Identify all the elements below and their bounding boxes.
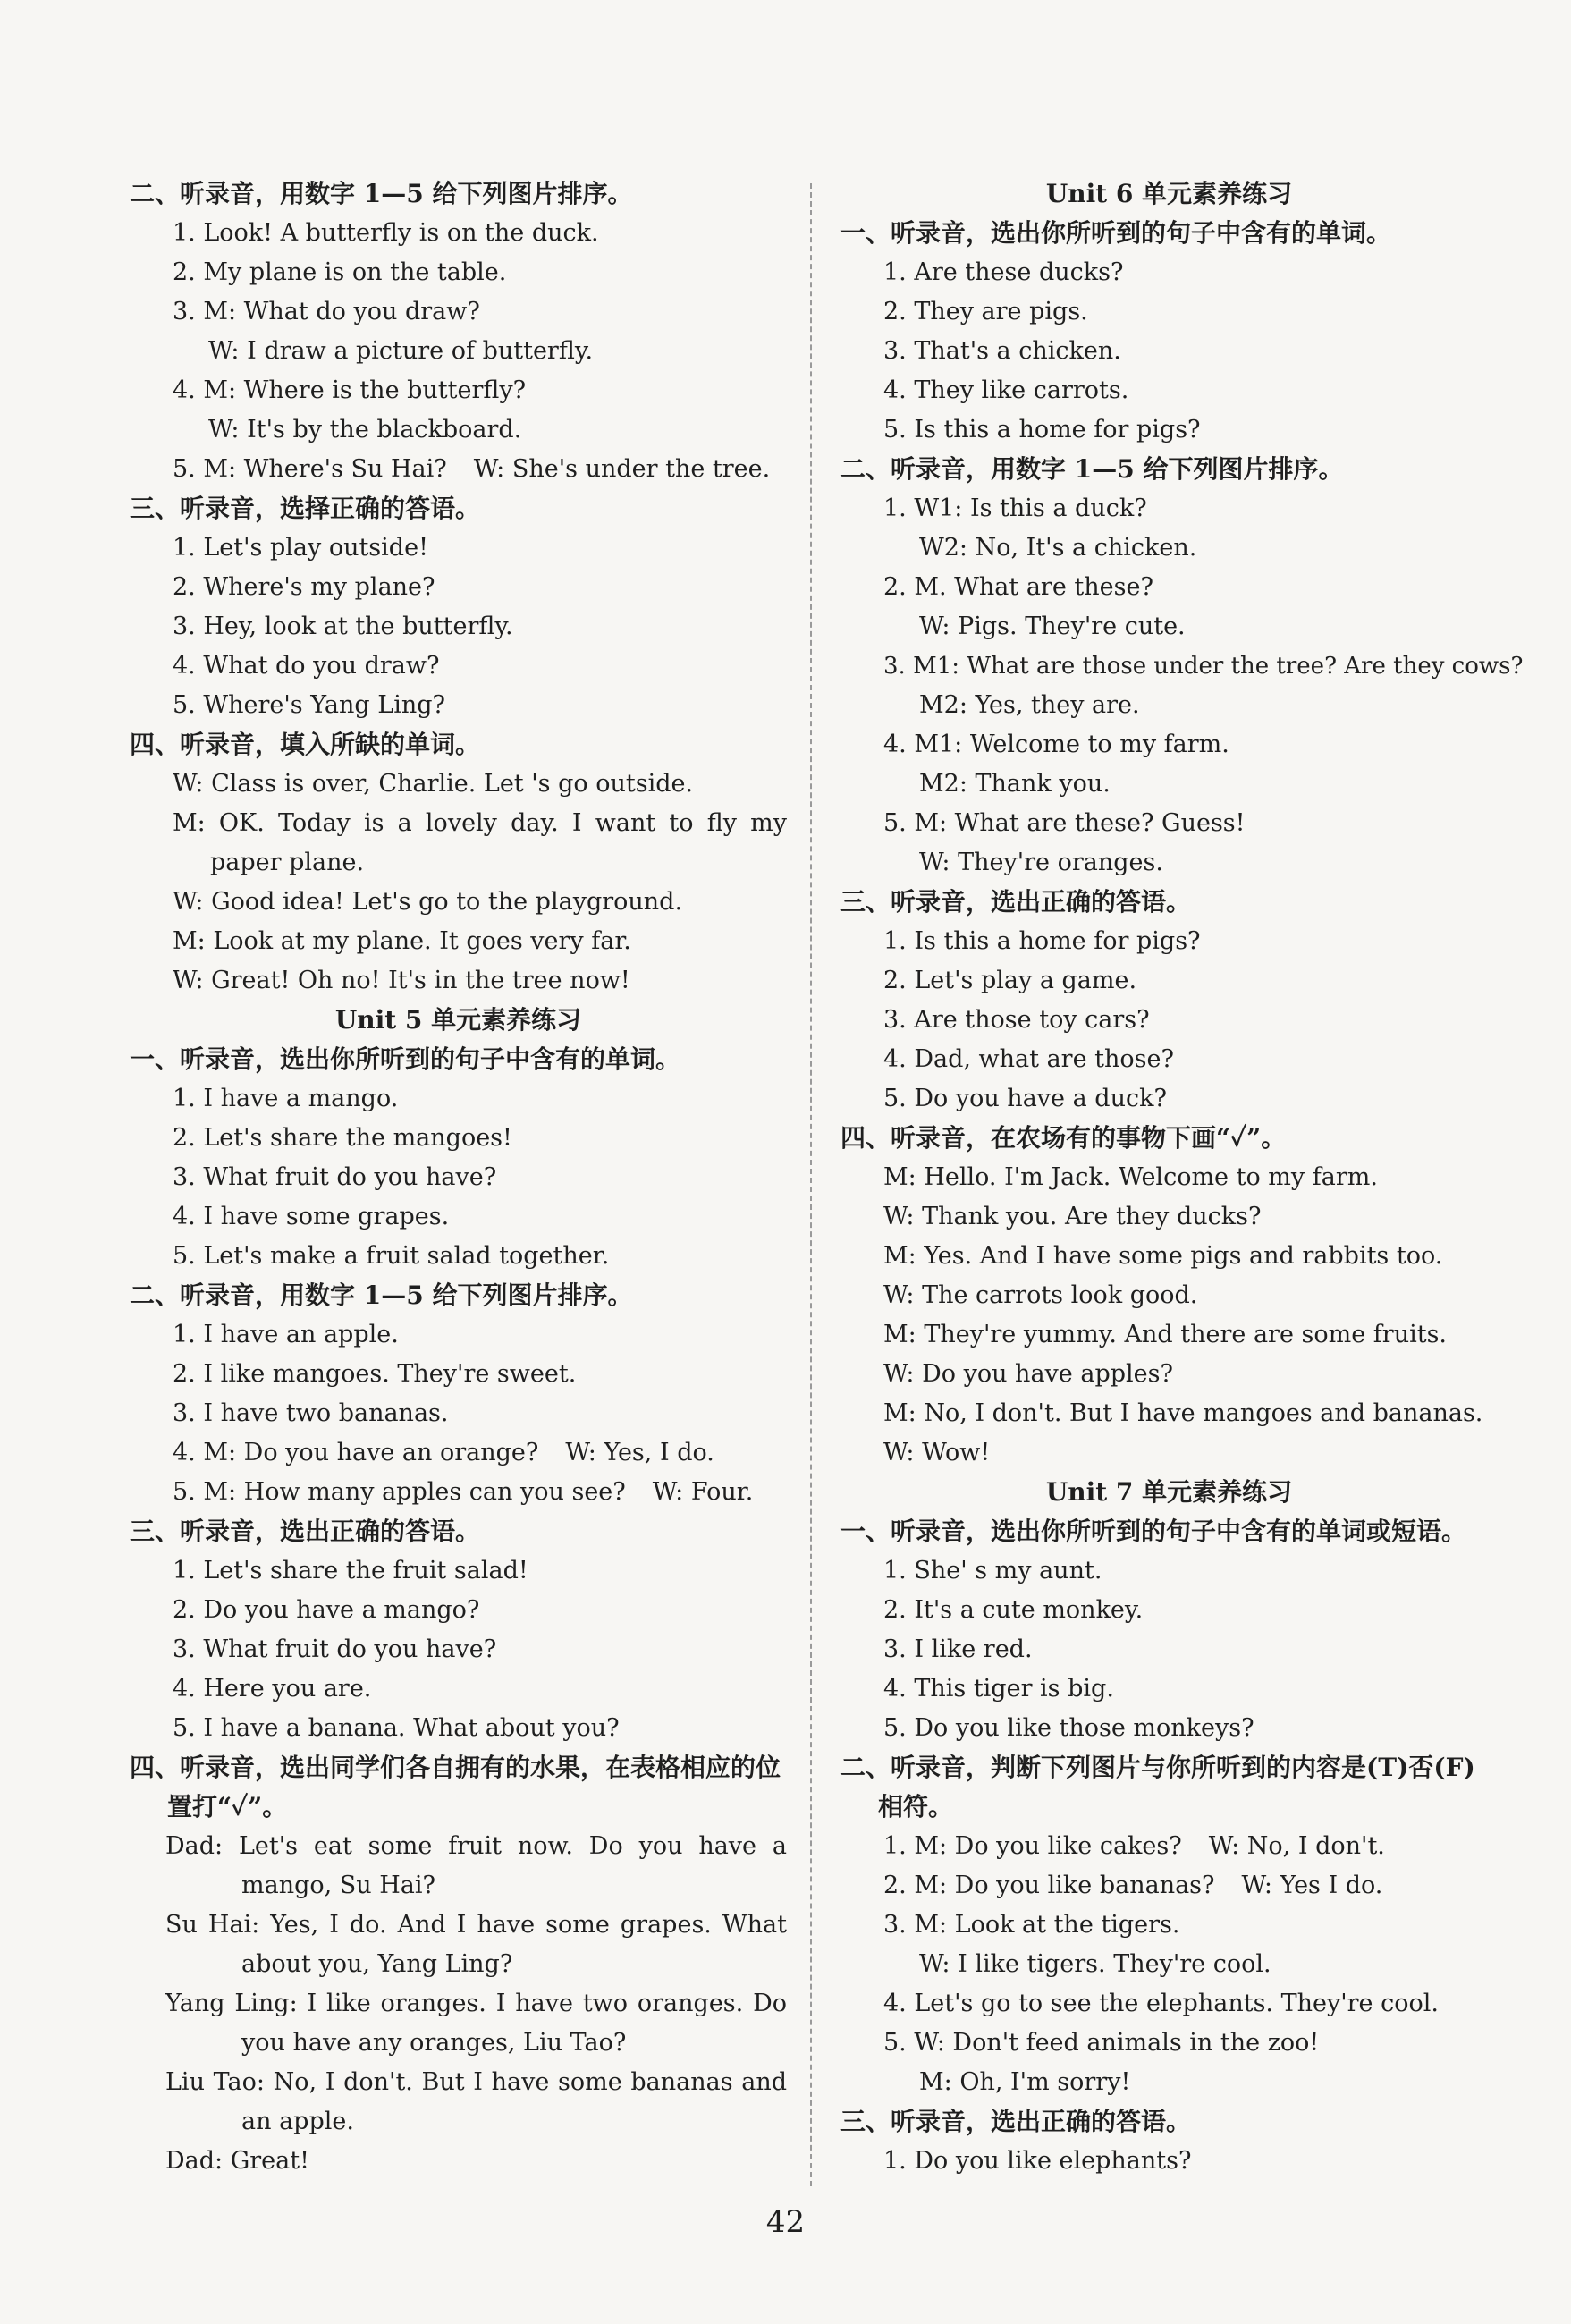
dialogue-line: W: Thank you. Are they ducks? [883, 1203, 1262, 1230]
list-item: 4. M1: Welcome to my farm. [883, 731, 1229, 758]
list-item: 2. Do you have a mango? [173, 1596, 480, 1624]
dialogue-line: Yang Ling: I like oranges. I have two oranges. Do you have any oranges, Liu Tao? [165, 1990, 787, 2057]
list-item: 5. Let's make a fruit salad together. [173, 1242, 610, 1270]
list-item: 1. I have an apple. [173, 1321, 399, 1348]
list-item: 5. Is this a home for pigs? [883, 416, 1201, 444]
list-item: 1. Let's play outside! [173, 534, 428, 562]
dialogue-line: Liu Tao: No, I don't. But I have some bananas and an apple. [165, 2068, 787, 2135]
section-heading: 一、听录音，选出你所听到的句子中含有的单词或短语。 [840, 1517, 1467, 1546]
list-item: 3. M: Look at the tigers. [883, 1911, 1180, 1939]
list-item: 1. Look! A butterfly is on the duck. [173, 219, 599, 247]
section-heading: 二、听录音，用数字 1—5 给下列图片排序。 [130, 179, 633, 208]
right-column [840, 174, 1524, 2181]
list-item: 3. I have two bananas. [173, 1399, 449, 1427]
dialogue-line: 4. M: Do you have an orange? [173, 1439, 539, 1466]
section-heading: 二、听录音，用数字 1—5 给下列图片排序。 [130, 1280, 633, 1310]
dialogue-line: W: Yes, I do. [565, 1439, 714, 1466]
dialogue-line: Dad: Let's eat some fruit now. Do you have a mango, Su Hai? [165, 1832, 787, 1899]
list-item: 2. My plane is on the table. [173, 258, 507, 286]
section-heading: 四、听录音，在农场有的事物下画“✓”。 [840, 1123, 1287, 1153]
list-item: 5. Do you like those monkeys? [883, 1714, 1254, 1742]
list-item [130, 450, 787, 489]
unit-title: Unit 7 单元素养练习 [1045, 1477, 1293, 1507]
list-item: W: They're oranges. [919, 849, 1163, 876]
dialogue-line: W: Do you have apples? [883, 1360, 1173, 1388]
dialogue-line: M: OK. Today is a lovely day. I want to fly my paper plane. [173, 809, 787, 876]
list-item: 1. W1: Is this a duck? [883, 494, 1147, 522]
list-item: 4. What do you draw? [173, 652, 440, 680]
list-item: 1. I have a mango. [173, 1085, 399, 1112]
unit-title: Unit 5 单元素养练习 [334, 1005, 582, 1035]
dialogue-line: 2. M: Do you like bananas? [883, 1872, 1215, 1899]
dialogue-line: M: Hello. I'm Jack. Welcome to my farm. [883, 1163, 1378, 1191]
page-number: 42 [765, 2204, 806, 2240]
dialogue-line: M: No, I don't. But I have mangoes and bananas. [883, 1399, 1483, 1427]
dialogue-line: W: Wow! [883, 1439, 991, 1466]
dialogue-line: M: Look at my plane. It goes very far. [173, 927, 631, 955]
list-item: W: I like tigers. They're cool. [919, 1950, 1271, 1978]
list-item: 2. I like mangoes. They're sweet. [173, 1360, 577, 1388]
list-item [840, 1866, 1498, 1906]
list-item: M2: Thank you. [919, 770, 1111, 798]
list-item: 3. What fruit do you have? [173, 1635, 497, 1663]
list-item: 4. I have some grapes. [173, 1203, 450, 1230]
list-item: 4. M: Where is the butterfly? [173, 376, 527, 404]
list-item: 5. Do you have a duck? [883, 1085, 1167, 1112]
list-item: M: Oh, I'm sorry! [919, 2068, 1131, 2096]
list-item: 3. That's a chicken. [883, 337, 1121, 365]
list-item: 1. Is this a home for pigs? [883, 927, 1201, 955]
dialogue-line: 1. M: Do you like cakes? [883, 1832, 1182, 1860]
list-item [130, 1473, 787, 1512]
list-item: 2. Where's my plane? [173, 573, 435, 601]
section-heading: 三、听录音，选出正确的答语。 [130, 1517, 481, 1546]
list-item [840, 1827, 1498, 1866]
list-item: 2. They are pigs. [883, 298, 1088, 325]
list-item: 1. She' s my aunt. [883, 1557, 1102, 1585]
list-item: 1. Let's share the fruit salad! [173, 1557, 528, 1585]
dialogue-line: W: Good idea! Let's go to the playground. [173, 888, 683, 916]
dialogue-line: W: Four. [652, 1478, 754, 1506]
dialogue-line: W: Yes I do. [1241, 1872, 1383, 1899]
section-heading: 一、听录音，选出你所听到的句子中含有的单词。 [840, 218, 1392, 248]
list-item [130, 1433, 787, 1473]
list-item: W: Pigs. They're cute. [919, 613, 1186, 640]
dialogue-line: 5. M: Where's Su Hai? [173, 455, 447, 483]
column-divider [810, 183, 812, 2186]
list-item: 3. M: What do you draw? [173, 298, 480, 325]
list-item: W: It's by the blackboard. [208, 416, 522, 444]
list-item: 2. Let's share the mangoes! [173, 1124, 512, 1152]
dialogue-line: M: They're yummy. And there are some fruits. [883, 1321, 1448, 1348]
list-item: 2. It's a cute monkey. [883, 1596, 1144, 1624]
list-item: 4. Dad, what are those? [883, 1045, 1174, 1073]
list-item: 5. W: Don't feed animals in the zoo! [883, 2029, 1320, 2057]
left-column [130, 174, 787, 2181]
section-heading: 一、听录音，选出你所听到的句子中含有的单词。 [130, 1044, 681, 1074]
list-item: M2: Yes, they are. [919, 691, 1140, 719]
dialogue-line: W: Class is over, Charlie. Let 's go outside. [173, 770, 694, 798]
list-item: 2. M. What are these? [883, 573, 1153, 601]
list-item: 4. They like carrots. [883, 376, 1129, 404]
dialogue-line: M: Yes. And I have some pigs and rabbits too. [883, 1242, 1443, 1270]
dialogue-line: W: The carrots look good. [883, 1281, 1198, 1309]
list-item: 3. M1: What are those under the tree? Are they cows? [883, 653, 1524, 680]
list-item: 4. Here you are. [173, 1675, 372, 1703]
list-item: 3. I like red. [883, 1635, 1033, 1663]
section-heading: 二、听录音，用数字 1—5 给下列图片排序。 [840, 454, 1344, 484]
section-heading: 四、听录音，填入所缺的单词。 [130, 730, 481, 759]
list-item: W: I draw a picture of butterfly. [208, 337, 594, 365]
list-item: 4. This tiger is big. [883, 1675, 1114, 1703]
list-item: 5. M: What are these? Guess! [883, 809, 1246, 837]
section-heading: 二、听录音，判断下列图片与你所听到的内容是(T)否(F)相符。 [840, 1753, 1475, 1821]
list-item: W2: No, It's a chicken. [919, 534, 1197, 562]
list-item: 1. Are these ducks? [883, 258, 1124, 286]
dialogue-line: Dad: Great! [165, 2147, 309, 2175]
list-item: 5. Where's Yang Ling? [173, 691, 446, 719]
section-heading: 三、听录音，选出正确的答语。 [840, 2107, 1192, 2136]
list-item: 1. Do you like elephants? [883, 2147, 1192, 2175]
section-heading: 三、听录音，选出正确的答语。 [840, 887, 1192, 917]
list-item: 3. Hey, look at the butterfly. [173, 613, 513, 640]
dialogue-line: Su Hai: Yes, I do. And I have some grapes. What about you, Yang Ling? [165, 1911, 787, 1978]
list-item: 3. Are those toy cars? [883, 1006, 1150, 1034]
list-item: 4. Let's go to see the elephants. They're cool. [883, 1990, 1439, 2017]
list-item: 3. What fruit do you have? [173, 1163, 497, 1191]
dialogue-line: W: Great! Oh no! It's in the tree now! [173, 967, 630, 994]
dialogue-line: 5. M: How many apples can you see? [173, 1478, 626, 1506]
section-heading: 四、听录音，选出同学们各自拥有的水果，在表格相应的位置打“✓”。 [130, 1753, 781, 1821]
list-item: 5. I have a banana. What about you? [173, 1714, 620, 1742]
list-item: 2. Let's play a game. [883, 967, 1137, 994]
dialogue-line: W: She's under the tree. [473, 455, 771, 483]
unit-title: Unit 6 单元素养练习 [1045, 179, 1293, 208]
dialogue-line: W: No, I don't. [1208, 1832, 1385, 1860]
section-heading: 三、听录音，选择正确的答语。 [130, 494, 481, 523]
